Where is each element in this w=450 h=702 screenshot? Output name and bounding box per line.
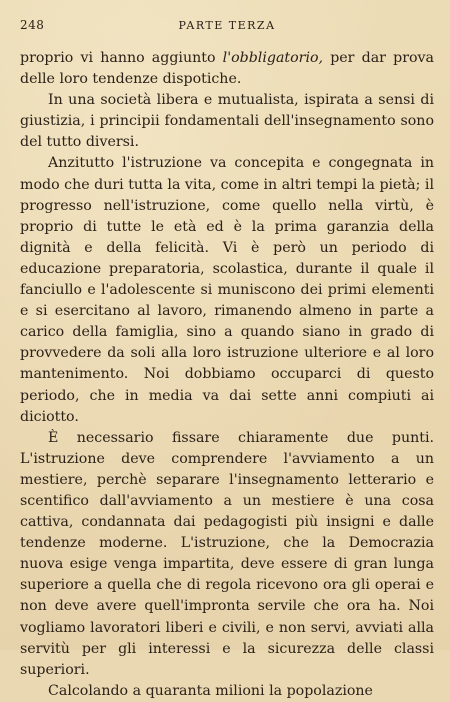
text-segment: Anzitutto l'istruzione va concepita e congegnata in modo che duri tutta la vita, come in altri tempi la pietà; il progresso nell'istruzione, come quello nella virtù, è proprio di tutte le età ed è la prima garanzia della dignità e della felicità. Vi è però un periodo di educazione preparatoria, scolastica, durante il quale il fanciullo e l'adolescente si muniscono dei primi elementi e si esercitano al lavoro, rimanendo almeno in parte a carico della famiglia, sino a quando siano in grado di provvedere da soli alla loro istruzione ulteriore e al loro mantenimento. Noi dobbiamo occuparci di questo periodo, che in media va dai sette anni compiuti ai diciotto. bbox=[20, 155, 434, 425]
text-segment: È necessario fissare chiaramente due punti. L'istruzione deve comprendere l'avviamento a un mestiere, perchè separare l'insegnamento letterario e scentifico dall'avviamento a un mestiere è una cosa cattiva, condannata dai pedagogisti più insigni e dalle tendenze moderne. L'istruzione, che la Democrazia nuova esige venga impartita, deve essere di gran lunga superiore a quella che di regola ricevono ora gli operai e non deve avere quell'impronta servile che ora ha. Noi vogliamo lavoratori liberi e civili, e non servi, avviati alla servitù per gli interessi e la sicurezza delle classi superiori. bbox=[20, 429, 434, 678]
italic-term: l'obbligatorio, bbox=[222, 50, 324, 66]
running-head: PARTE TERZA bbox=[178, 19, 276, 32]
paragraph bbox=[20, 428, 434, 681]
paragraph bbox=[20, 681, 434, 702]
text-segment: per dar prova delle loro tendenze dispotiche. bbox=[20, 50, 434, 88]
text-segment: In una società libera e mutualista, ispirata a sensi di giustizia, i principii fondamentali dell'insegnamento sono del tutto diversi. bbox=[20, 92, 434, 151]
page-number: 248 bbox=[20, 18, 45, 32]
body-text bbox=[20, 48, 434, 702]
paragraph bbox=[20, 90, 434, 153]
page-header bbox=[20, 18, 434, 34]
text-segment: proprio vi hanno aggiunto bbox=[20, 50, 223, 66]
paragraph bbox=[20, 153, 434, 427]
paragraph bbox=[20, 48, 434, 90]
text-segment: Calcolando a quaranta milioni la popolazione bbox=[48, 682, 373, 699]
